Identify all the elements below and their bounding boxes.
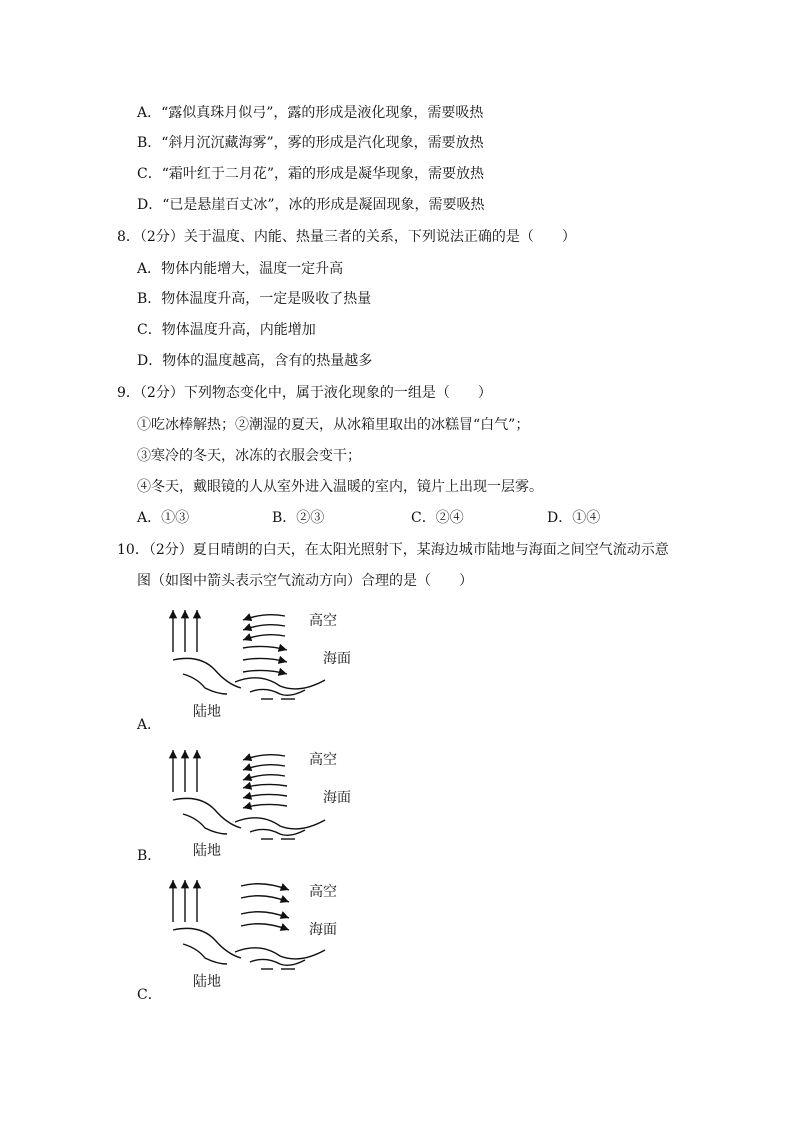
sea-wave-2 xyxy=(250,689,305,695)
label-high-c: 高空 xyxy=(309,884,337,900)
high-arrow-3 xyxy=(243,775,285,780)
q7-option-a: A．“露似真珠月似弓”，露的形成是液化现象，需要吸热 xyxy=(137,105,484,121)
high-arrow-1 xyxy=(241,884,289,890)
low-arrow-2 xyxy=(241,924,289,930)
q9-choice-d: D．①④ xyxy=(547,510,601,526)
q10-option-b: B． xyxy=(137,848,162,864)
low-arrow-3 xyxy=(243,804,287,808)
q10-stem-line1: 10．（2分）夏日晴朗的白天，在太阳光照射下，某海边城市陆地与海面之间空气流动示意 xyxy=(117,542,669,558)
q9-item-2: ③寒冷的冬天，冰冻的衣服会变干； xyxy=(137,448,361,464)
label-land-a: 陆地 xyxy=(193,704,221,720)
q8-stem: 8．（2分）关于温度、内能、热量三者的关系，下列说法正确的是（ ） xyxy=(117,229,576,245)
sea-wave-1 xyxy=(235,818,325,829)
low-arrow-1 xyxy=(243,646,287,650)
label-land-b: 陆地 xyxy=(193,843,221,859)
q8-option-c: C．物体温度升高，内能增加 xyxy=(137,322,316,338)
label-land-c: 陆地 xyxy=(193,974,221,990)
q9-stem: 9．（2分）下列物态变化中，属于液化现象的一组是（ ） xyxy=(117,385,492,401)
sea-wave-1 xyxy=(235,678,325,689)
low-arrow-3 xyxy=(243,670,287,674)
high-arrow-3 xyxy=(243,635,285,640)
q9-choice-a: A．①③ xyxy=(137,510,190,526)
q10-stem-line2: 图（如图中箭头表示空气流动方向）合理的是（ ） xyxy=(137,573,473,589)
coastline-1 xyxy=(173,798,241,828)
high-arrow-1 xyxy=(243,755,285,760)
label-sea-c: 海面 xyxy=(309,922,337,938)
high-arrow-2 xyxy=(243,765,285,770)
coastline-1 xyxy=(173,928,241,958)
sea-wave-2 xyxy=(250,959,305,965)
label-high-b: 高空 xyxy=(309,752,337,768)
label-sea-a: 海面 xyxy=(323,651,351,667)
high-arrow-2 xyxy=(241,896,289,902)
q9-item-3: ④冬天，戴眼镜的人从室外进入温暖的室内，镜片上出现一层雾。 xyxy=(137,479,543,495)
q10-option-a: A． xyxy=(137,717,162,733)
sea-wave-2 xyxy=(250,829,305,835)
q7-option-b: B．“斜月沉沉藏海雾”，雾的形成是汽化现象，需要放热 xyxy=(137,135,484,151)
sea-wave-1 xyxy=(235,948,325,959)
q8-option-d: D．物体的温度越高，含有的热量越多 xyxy=(137,353,373,369)
q10-option-c: C． xyxy=(137,987,162,1003)
high-arrow-1 xyxy=(243,615,285,620)
q7-option-c: C．“霜叶红于二月花”，霜的形成是凝华现象，需要放热 xyxy=(137,166,485,182)
label-sea-b: 海面 xyxy=(323,790,351,806)
coastline-2 xyxy=(183,944,227,964)
low-arrow-2 xyxy=(243,794,287,798)
q8-option-a: A．物体内能增大，温度一定升高 xyxy=(137,261,344,277)
q8-option-b: B．物体温度升高，一定是吸收了热量 xyxy=(137,291,372,307)
low-arrow-1 xyxy=(241,912,289,918)
low-arrow-1 xyxy=(243,784,287,788)
coastline-2 xyxy=(183,674,227,694)
q10-figure-a xyxy=(165,602,365,722)
q9-choice-c: C．②④ xyxy=(411,510,464,526)
low-arrow-2 xyxy=(243,658,287,662)
high-arrow-2 xyxy=(243,625,285,630)
coastline-2 xyxy=(183,814,227,834)
q10-figure-c xyxy=(165,872,365,992)
q10-figure-b xyxy=(165,740,365,860)
q9-item-1: ①吃冰棒解热；②潮湿的夏天，从冰箱里取出的冰糕冒“白气”； xyxy=(137,417,530,433)
label-high-a: 高空 xyxy=(309,613,337,629)
q7-option-d: D．“已是悬崖百丈冰”，冰的形成是凝固现象，需要吸热 xyxy=(137,197,485,213)
q9-choice-b: B．②③ xyxy=(272,510,325,526)
coastline-1 xyxy=(173,658,241,688)
